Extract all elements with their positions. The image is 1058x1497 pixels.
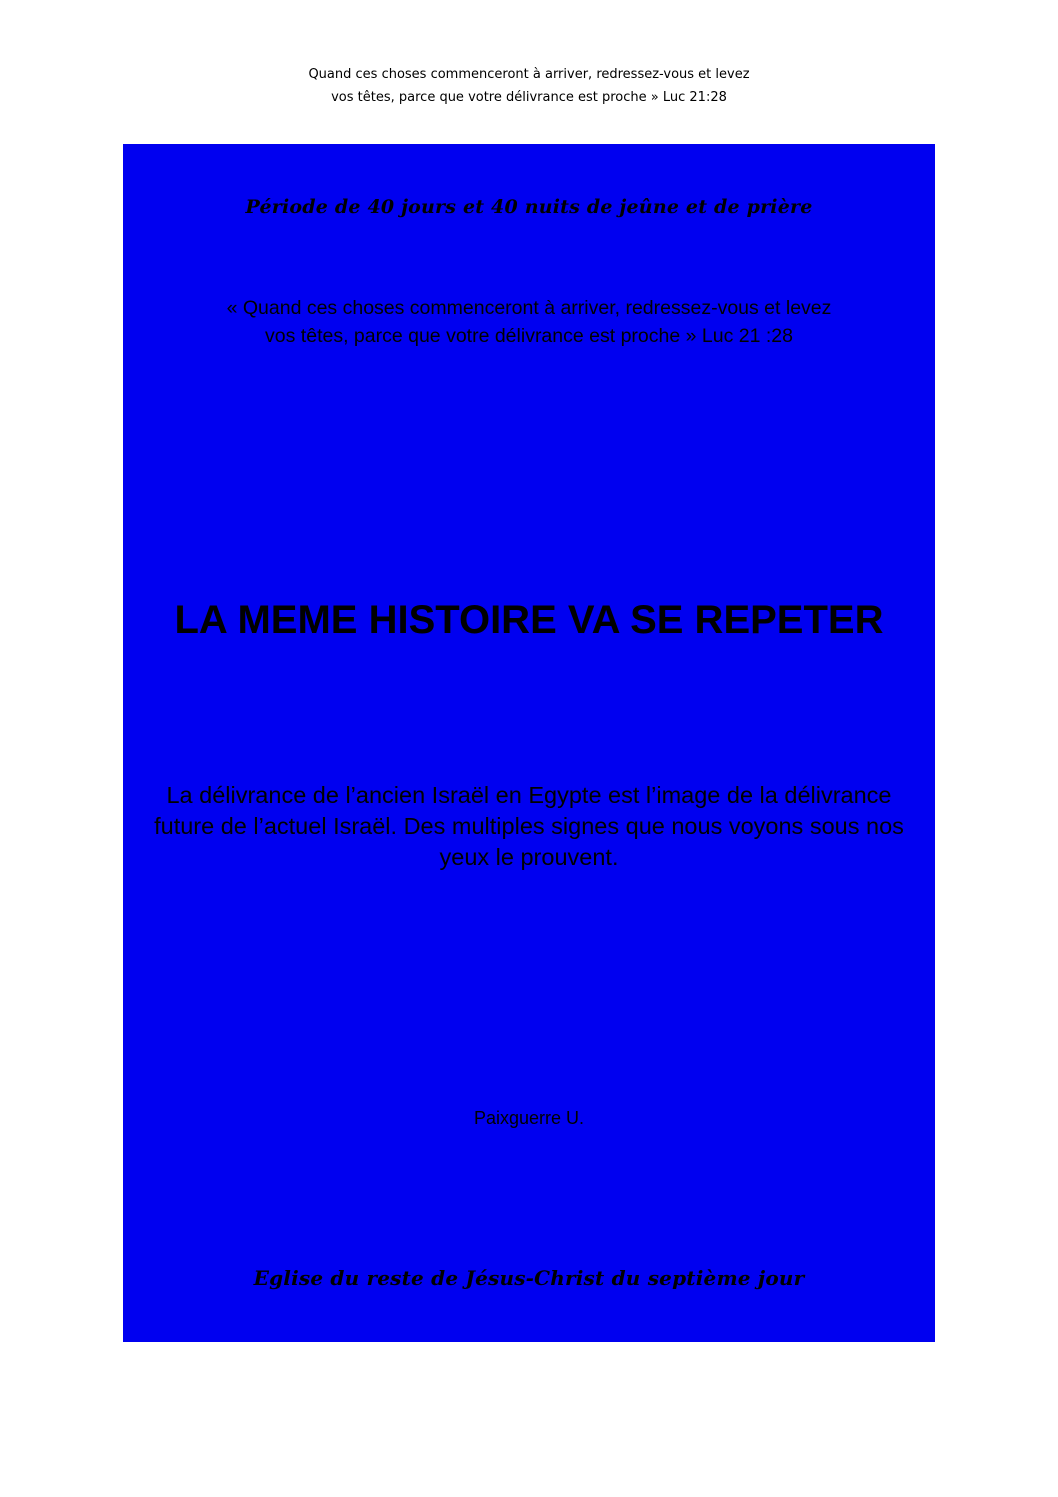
- document-title: LA MEME HISTOIRE VA SE REPETER: [174, 598, 884, 642]
- bible-quote-line-1: « Quand ces choses commenceront à arriver, redressez-vous et levez: [226, 297, 832, 319]
- author-name: Paixguerre U.: [473, 1108, 585, 1128]
- bible-quote: [123, 294, 935, 350]
- cover-panel: [123, 144, 935, 1342]
- summary-line-2: future de l’actuel Israël. Des multiples signes que nous voyons sous nos: [154, 813, 904, 839]
- header-quote: [0, 63, 1058, 109]
- church-name: Eglise du reste de Jésus-Christ du septième jour: [253, 1266, 805, 1290]
- header-quote-line-1: Quand ces choses commenceront à arriver, redressez-vous et levez: [308, 67, 750, 82]
- summary-line-3: yeux le prouvent.: [439, 844, 619, 870]
- bible-quote-line-2: vos têtes, parce que votre délivrance est proche » Luc 21 :28: [265, 325, 793, 347]
- header-quote-line-2: vos têtes, parce que votre délivrance est proche » Luc 21:28: [331, 90, 727, 105]
- document-summary: [123, 780, 935, 873]
- summary-line-1: La délivrance de l’ancien Israël en Egypte est l’image de la délivrance: [166, 782, 892, 808]
- fasting-period-subtitle: Période de 40 jours et 40 nuits de jeûne et de prière: [245, 196, 813, 218]
